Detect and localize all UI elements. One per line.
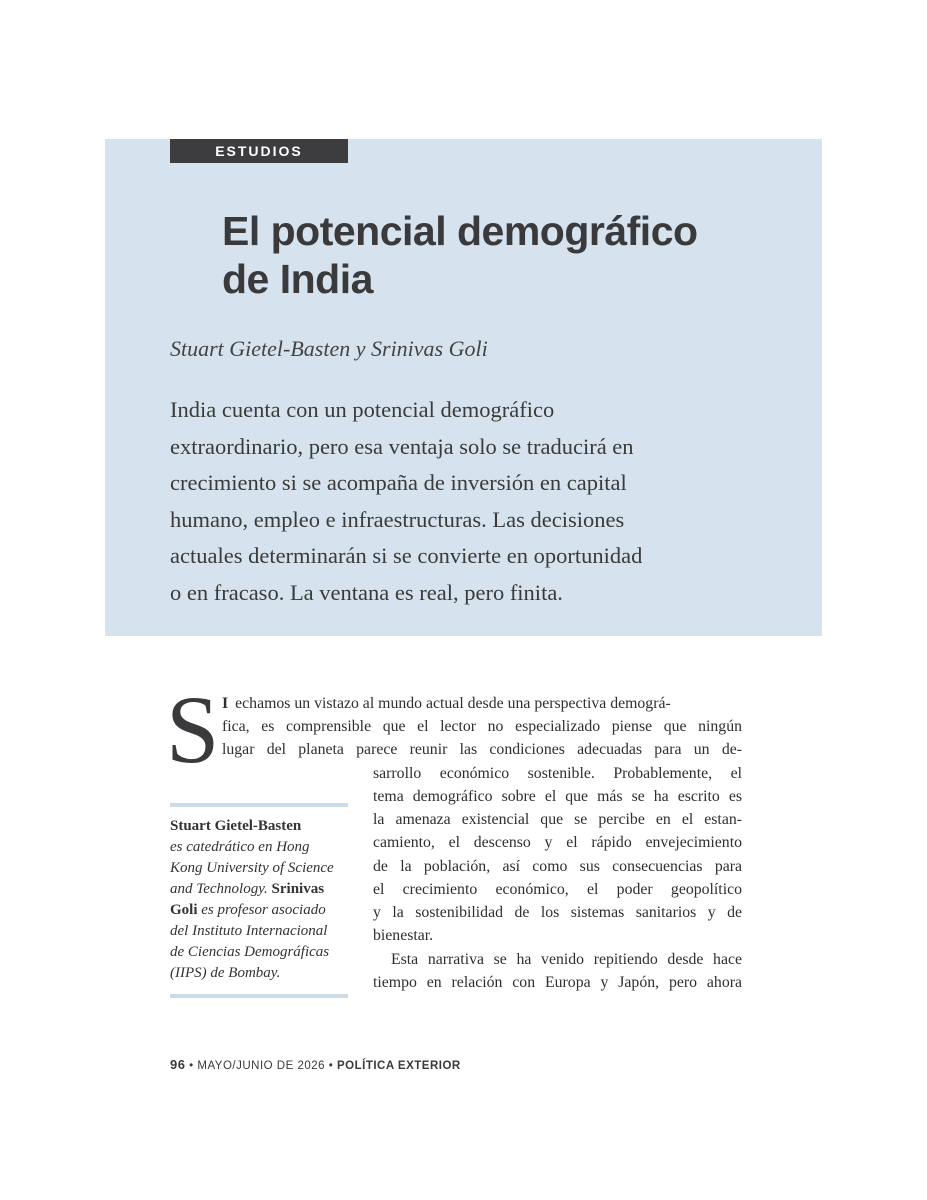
- body-line-1-text: echamos un vistazo al mundo actual desde una perspectiva demográ-: [235, 695, 671, 712]
- bio-role-line: and Technology.: [170, 881, 268, 897]
- bio-name-1: Stuart Gietel-Basten: [170, 818, 302, 834]
- lead-line: humano, empleo e infraestructuras. Las decisiones: [170, 506, 625, 532]
- body-line-12: Esta narrativa se ha venido repitiendo desde hace: [391, 951, 742, 968]
- body-line-1: [222, 692, 742, 715]
- body-line-13: tiempo en relación con Europa y Japón, pero ahora: [373, 974, 742, 991]
- body-line-11: bienestar.: [373, 927, 434, 944]
- lead-line: crecimiento si se acompaña de inversión en capital: [170, 470, 627, 495]
- body-line-4: sarrollo económico sostenible. Probablemente, el: [373, 765, 742, 782]
- article-authors: Stuart Gietel-Basten y Srinivas Goli: [170, 336, 488, 361]
- body-line-5: tema demográfico sobre el que más se ha escrito es: [373, 788, 742, 805]
- author-bio: [170, 816, 348, 984]
- body-line-2: fica, es comprensible que el lector no especializado piense que ningún: [222, 718, 742, 735]
- bio-role-line: es catedrático en Hong: [170, 839, 310, 855]
- title-line-2: de India: [222, 256, 373, 302]
- lead-paragraph: [170, 392, 770, 611]
- body-line-3: lugar del planeta parece reunir las condiciones adecuadas para un de-: [222, 741, 742, 758]
- bio-rule-top: [170, 803, 348, 807]
- bio-role-line: es profesor asociado: [201, 902, 326, 918]
- drop-cap: S: [166, 676, 220, 783]
- lead-line: o en fracaso. La ventana es real, pero finita.: [170, 579, 563, 605]
- footer-separator: •: [328, 1060, 334, 1072]
- bio-name-2a: Srinivas: [271, 881, 325, 897]
- bio-role-line: de Ciencias Demográficas: [170, 944, 330, 960]
- bio-role-line: (IIPS) de Bombay.: [170, 965, 281, 981]
- article-title: [222, 207, 812, 303]
- page-number: 96: [170, 1057, 186, 1072]
- issue-date: MAYO/JUNIO DE 2026: [197, 1060, 326, 1072]
- footer-separator: •: [189, 1060, 194, 1072]
- body-line-10: y la sostenibilidad de los sistemas sanitarios y de: [373, 904, 742, 921]
- bio-role-line: Kong University of Science: [170, 860, 334, 876]
- body-first-word: I: [222, 695, 229, 712]
- bio-rule-bottom: [170, 994, 348, 998]
- lead-line: actuales determinarán si se convierte en oportunidad: [170, 543, 643, 568]
- bio-name-2b: Goli: [170, 902, 198, 918]
- bio-role-line: del Instituto Internacional: [170, 923, 328, 939]
- page-footer: [170, 1057, 461, 1072]
- body-line-7: camiento, el descenso y el rápido envejecimiento: [373, 834, 742, 851]
- section-tag: ESTUDIOS: [170, 139, 348, 163]
- body-line-8: de la población, así como sus consecuencias para: [373, 858, 742, 875]
- title-line-1: El potencial demográfico: [222, 208, 698, 254]
- body-line-6: la amenaza existencial que se percibe en el estan-: [373, 811, 742, 828]
- lead-line: India cuenta con un potencial demográfico: [170, 397, 555, 422]
- publication-name: POLÍTICA EXTERIOR: [337, 1060, 461, 1072]
- body-line-9: el crecimiento económico, el poder geopolítico: [373, 881, 742, 898]
- lead-line: extraordinario, pero esa ventaja solo se traducirá en: [170, 433, 634, 459]
